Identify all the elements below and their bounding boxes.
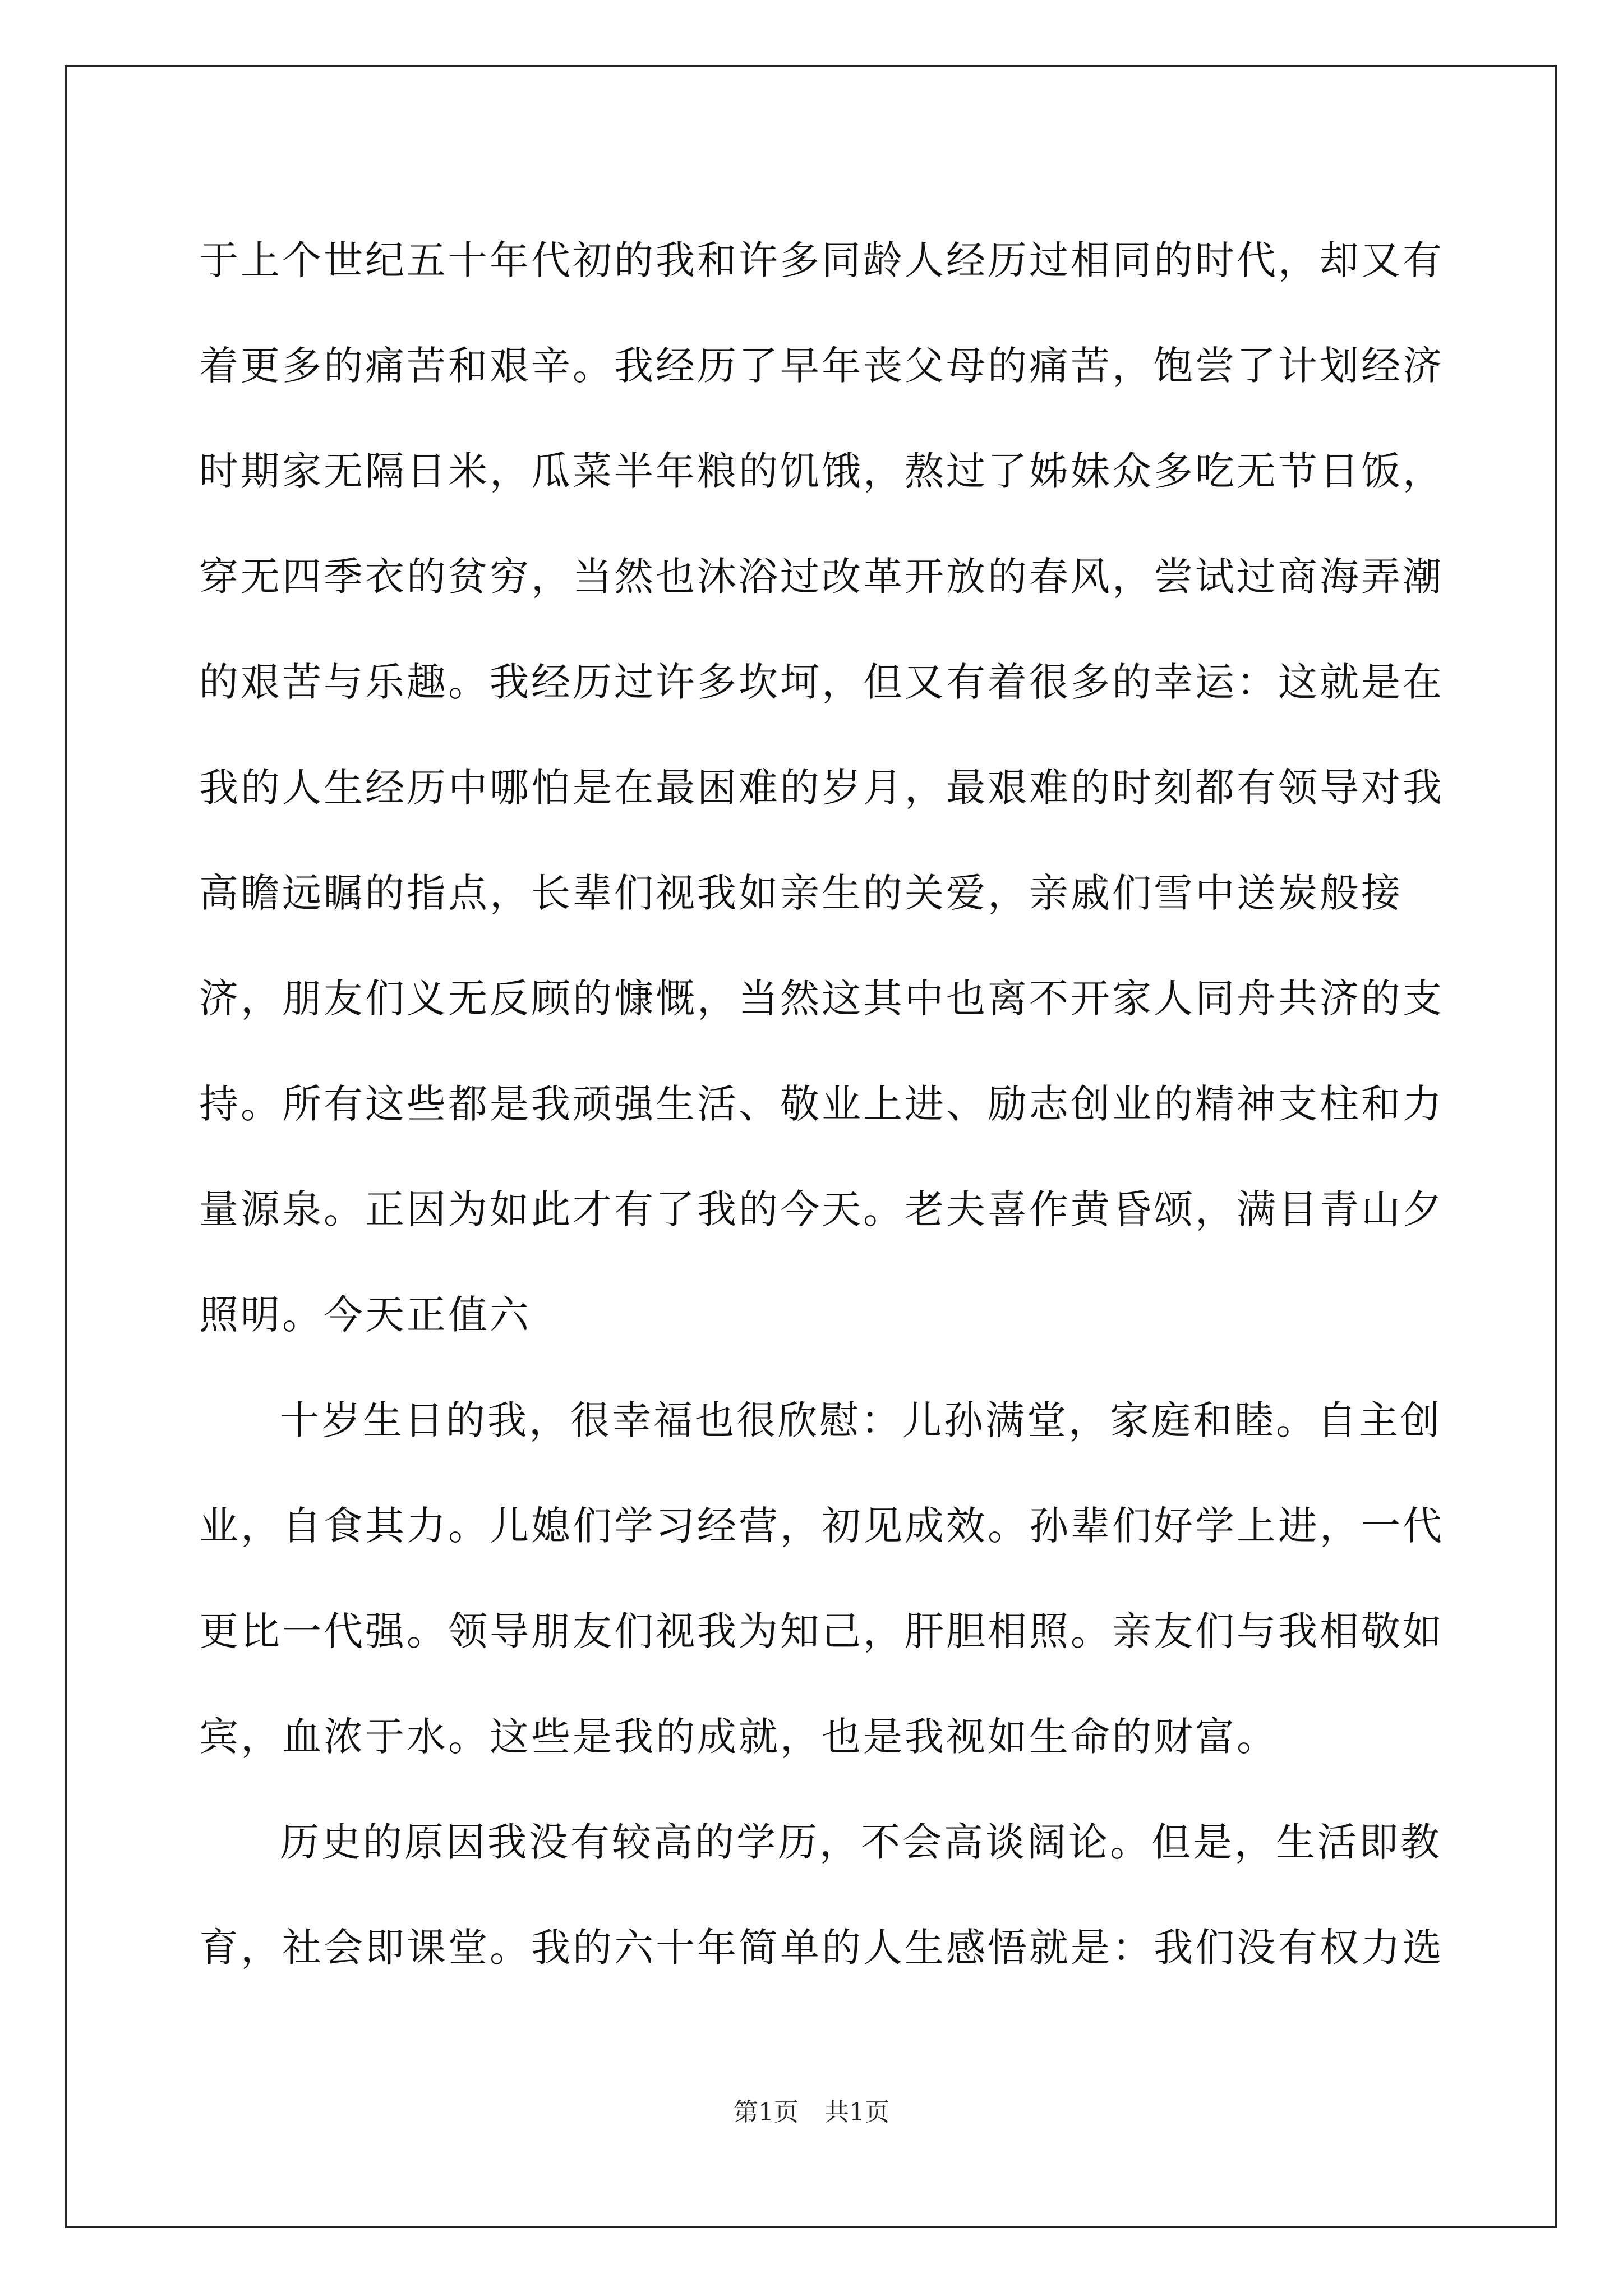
page-footer xyxy=(0,2096,1623,2129)
document-body xyxy=(199,208,1472,2000)
paragraph-1: 于上个世纪五十年代初的我和许多同龄人经历过相同的时代，却又有着更多的痛苦和艰辛。我经历了早年丧父母的痛苦，饱尝了计划经济时期家无隔日米，瓜菜半年粮的饥饿，熬过了姊妹众多吃无节日饭，穿无四季衣的贫穷，当然也沐浴过改革开放的春风，尝试过商海弄潮的艰苦与乐趣。我经历过许多坎坷，但又有着很多的幸运：这就是在我的人生经历中哪怕是在最困难的岁月，最艰难的时刻都有领导对我高瞻远瞩的指点，长辈们视我如亲生的关爱，亲戚们雪中送炭般接济，朋友们义无反顾的慷慨，当然这其中也离不开家人同舟共济的支持。所有这些都是我顽强生活、敬业上进、励志创业的精神支柱和力量源泉。正因为如此才有了我的今天。老夫喜作黄昏颂，满目青山夕照明。今天正值六 xyxy=(199,237,1444,1338)
page-total: 共1页 xyxy=(824,2098,889,2127)
paragraph-2: 十岁生日的我，很幸福也很欣慰：儿孙满堂，家庭和睦。自主创业，自食其力。儿媳们学习经营，初见成效。孙辈们好学上进，一代更比一代强。领导朋友们视我为知己，肝胆相照。亲友们与我相敬如宾，血浓于水。这些是我的成就，也是我视如生命的财富。 xyxy=(199,1397,1444,1760)
page-number: 第1页 xyxy=(734,2098,799,2127)
paragraph-3: 历史的原因我没有较高的学历，不会高谈阔论。但是，生活即教育，社会即课堂。我的六十年简单的人生感悟就是：我们没有权力选 xyxy=(199,1819,1444,1971)
